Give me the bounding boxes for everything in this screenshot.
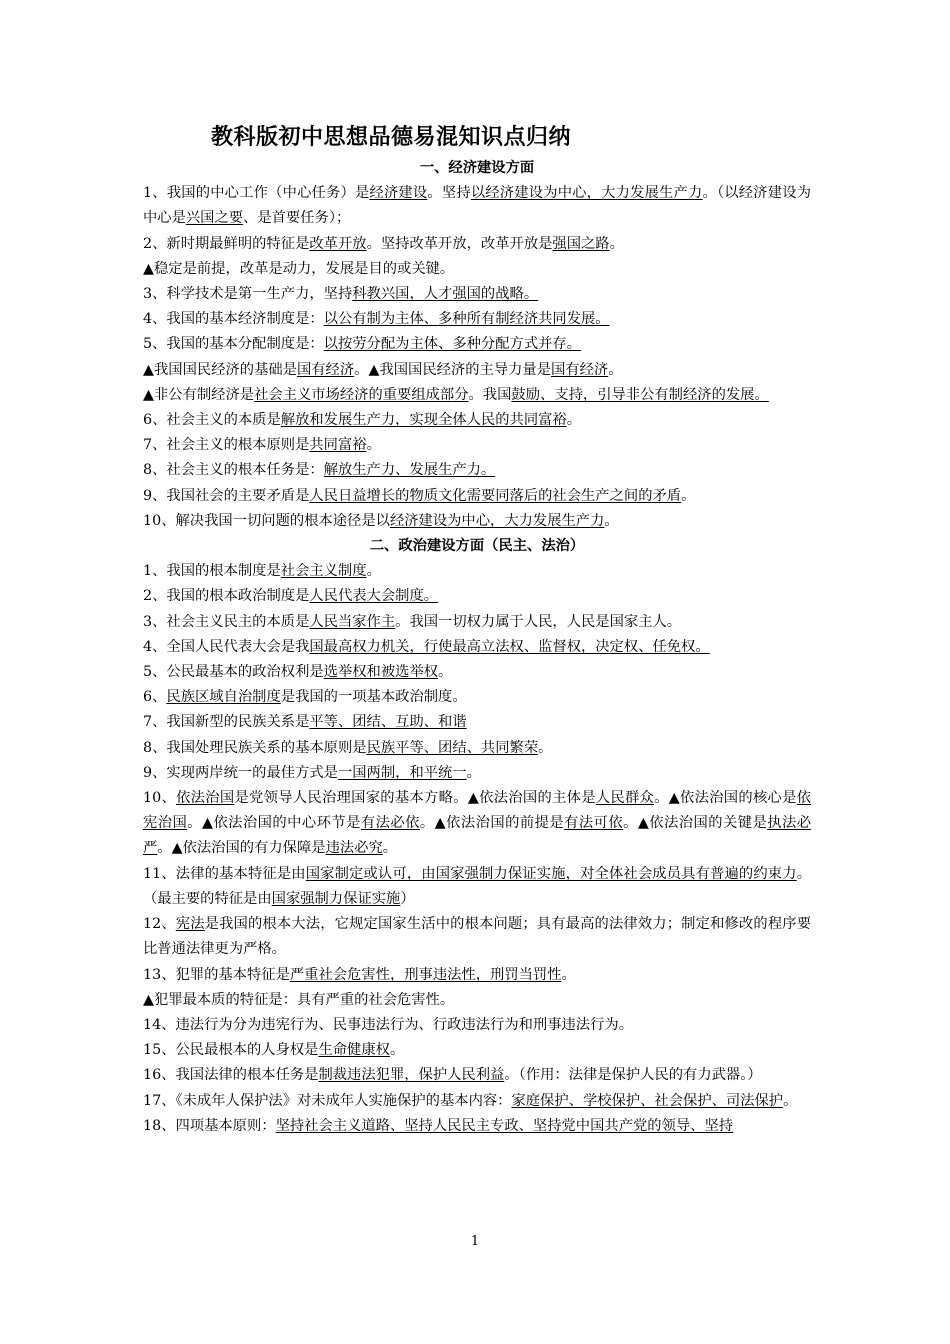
document-title: 教科版初中思想品德易混知识点归纳	[210, 124, 571, 150]
underlined-key-phrase: 国有经济	[296, 361, 355, 378]
paragraph: 12、宪法是我国的根本大法，它规定国家生活中的根本问题；具有最高的法律效力；制定和修改的程序要比普通法律更为严格。	[143, 916, 812, 958]
paragraph: ▲犯罪最本质的特征是：具有严重的社会危害性。	[143, 991, 455, 1008]
underlined-key-phrase: 家庭保护、学校保护、社会保护、司法保护	[511, 1092, 784, 1109]
underlined-key-phrase: 宪法	[175, 916, 205, 933]
section-heading: 二、政治建设方面（民主、法治）	[369, 538, 585, 555]
underlined-key-phrase: 依宪治国	[143, 790, 812, 832]
paragraph: 16、我国法律的根本任务是制裁违法犯罪，保护人民利益。（作用：法律是保护人民的有力武器。）	[143, 1067, 762, 1084]
underlined-key-phrase: 国有经济	[551, 361, 609, 378]
paragraph: 15、公民最根本的人身权是生命健康权。	[143, 1042, 405, 1059]
paragraph: 8、我国处理民族关系的基本原则是民族平等、团结、共同繁荣。	[143, 739, 553, 756]
paragraph: 18、四项基本原则：坚持社会主义道路、坚持人民民主专政、坚持党中国共产党的领导、坚持	[143, 1117, 734, 1134]
underlined-key-phrase: 平等、团结、互助、和谐	[309, 714, 467, 731]
paragraph: 14、违法行为分为违宪行为、民事违法行为、行政违法行为和刑事违法行为。	[143, 1016, 633, 1033]
underlined-key-phrase: 人民代表大会制度。	[309, 588, 439, 605]
paragraph: 8、社会主义的根本任务是：解放生产力、发展生产力。	[143, 462, 496, 479]
paragraph: 1、我国的根本制度是社会主义制度。	[143, 563, 381, 580]
underlined-key-phrase: 共同富裕	[309, 437, 367, 454]
underlined-key-phrase: 以经济建设为中心，大力发展生产力	[470, 185, 703, 202]
paragraph: 7、我国新型的民族关系是平等、团结、互助、和谐	[143, 714, 467, 731]
paragraph: ▲非公有制经济是社会主义市场经济的重要组成部分。我国鼓励、支持，引导非公有制经济的发展。	[143, 386, 769, 403]
paragraph: 4、全国人民代表大会是我国最高权力机关，行使最高立法权、监督权，决定权、任免权。	[143, 638, 710, 655]
underlined-key-phrase: 国家强制力保证实施	[271, 890, 401, 907]
page-number: 1	[470, 1234, 480, 1249]
underlined-key-phrase: 人民群众	[595, 790, 655, 807]
underlined-key-phrase: 鼓励、支持，引导非公有制经济的发展。	[511, 386, 769, 403]
underlined-key-phrase: 严重社会危害性，刑事违法性，刑罚当罚性	[289, 966, 562, 983]
underlined-key-phrase: 解放生产力、发展生产力。	[323, 462, 496, 479]
paragraph: 9、我国社会的主要矛盾是人民日益增长的物质文化需要同落后的社会生产之间的矛盾。	[143, 487, 696, 504]
paragraph: 10、解决我国一切问题的根本途径是以经济建设为中心，大力发展生产力。	[143, 512, 619, 529]
paragraph: 6、社会主义的本质是解放和发展生产力，实现全体人民的共同富裕。	[143, 412, 582, 429]
underlined-key-phrase: 坚持社会主义道路、坚持人民民主专政、坚持党中国共产党的领导、坚持	[275, 1117, 734, 1134]
paragraph: 3、科学技术是第一生产力，坚持科教兴国，人才强国的战略。	[143, 286, 539, 303]
underlined-key-phrase: 以按劳分配为主体、多种分配方式并存。	[323, 336, 582, 353]
underlined-key-phrase: 民族平等、团结、共同繁荣	[366, 739, 539, 756]
paragraph: ▲我国国民经济的基础是国有经济。▲我国国民经济的主导力量是国有经济。	[143, 361, 623, 378]
underlined-key-phrase: 改革开放	[309, 235, 367, 252]
paragraph: 13、犯罪的基本特征是严重社会危害性，刑事违法性，刑罚当罚性。	[143, 966, 576, 983]
underlined-key-phrase: 民族区域自治制度	[166, 689, 281, 706]
paragraph: 10、依法治国是党领导人民治理国家的基本方略。▲依法治国的主体是人民群众。▲依法治国的核心是依宪治国。▲依法治国的中心环节是有法必依。▲依法治国的前提是有法可依。▲依法治国的关键是执法必严。▲依法治国的有力保障是违法必究。	[143, 790, 812, 857]
paragraph: ▲稳定是前提，改革是动力，发展是目的或关键。	[143, 260, 455, 277]
underlined-key-phrase: 国最高权力机关，行使最高立法权、监督权，决定权、任免权。	[309, 638, 710, 655]
paragraph: 5、我国的基本分配制度是：以按劳分配为主体、多种分配方式并存。	[143, 336, 582, 353]
underlined-key-phrase: 兴国之要	[185, 210, 244, 227]
underlined-key-phrase: 解放和发展生产力，实现全体人民的共同富裕	[280, 412, 567, 429]
underlined-key-phrase: 违法必究	[325, 840, 383, 857]
paragraph: 3、社会主义民主的本质是人民当家作主。我国一切权力属于人民，人民是国家主人。	[143, 613, 682, 630]
paragraph: 2、新时期最鲜明的特征是改革开放。坚持改革开放，改革开放是强国之路。	[143, 235, 624, 252]
underlined-key-phrase: 以公有制为主体、多种所有制经济共同发展。	[323, 311, 610, 328]
paragraph: 6、民族区域自治制度是我国的一项基本政治制度。	[143, 689, 467, 706]
document-body	[143, 156, 811, 1139]
underlined-key-phrase: 人民日益增长的物质文化需要同落后的社会生产之间的矛盾	[309, 487, 682, 504]
underlined-key-phrase: 经济建设为中心，大力发展生产力	[389, 512, 605, 529]
paragraph: 4、我国的基本经济制度是：以公有制为主体、多种所有制经济共同发展。	[143, 311, 610, 328]
paragraph: 9、实现两岸统一的最佳方式是一国两制，和平统一。	[143, 764, 481, 781]
underlined-key-phrase: 一国两制，和平统一	[337, 764, 467, 781]
underlined-key-phrase: 科教兴国，人才强国的战略。	[352, 286, 539, 303]
section-heading: 一、经济建设方面	[419, 160, 535, 176]
paragraph: 5、公民最基本的政治权利是选举权和被选举权。	[143, 664, 453, 681]
underlined-key-phrase: 社会主义制度	[280, 563, 367, 580]
underlined-key-phrase: 强国之路	[552, 235, 610, 252]
paragraph: 2、我国的根本政治制度是人民代表大会制度。	[143, 588, 439, 605]
underlined-key-phrase: 有法必依	[360, 815, 420, 832]
underlined-key-phrase: 社会主义市场经济的重要组成部分	[254, 386, 469, 403]
underlined-key-phrase: 执法必严	[143, 815, 812, 857]
paragraph: 17、《未成年人保护法》对未成年人实施保护的基本内容：家庭保护、学校保护、社会保护、司法保护。	[143, 1092, 798, 1109]
underlined-key-phrase: 依法治国	[176, 790, 235, 807]
paragraph: 11、法律的基本特征是由国家制定或认可，由国家强制力保证实施，对全体社会成员具有普遍的约束力。（最主要的特征是由国家强制力保证实施）	[143, 865, 811, 907]
underlined-key-phrase: 选举权和被选举权	[323, 664, 439, 681]
paragraph: 1、我国的中心工作（中心任务）是经济建设。坚持以经济建设为中心，大力发展生产力。（以经济建设为中心是兴国之要、是首要任务）；	[143, 185, 811, 227]
underlined-key-phrase: 人民当家作主	[309, 613, 396, 630]
underlined-key-phrase: 有法可依	[564, 815, 624, 832]
paragraph: 7、社会主义的根本原则是共同富裕。	[143, 437, 381, 454]
underlined-key-phrase: 生命健康权	[318, 1042, 390, 1059]
underlined-key-phrase: 制裁违法犯罪，保护人民利益	[318, 1067, 505, 1084]
underlined-key-phrase: 经济建设	[369, 185, 428, 202]
underlined-key-phrase: 国家制定或认可，由国家强制力保证实施，对全体社会成员具有普遍的约束力	[305, 865, 797, 882]
